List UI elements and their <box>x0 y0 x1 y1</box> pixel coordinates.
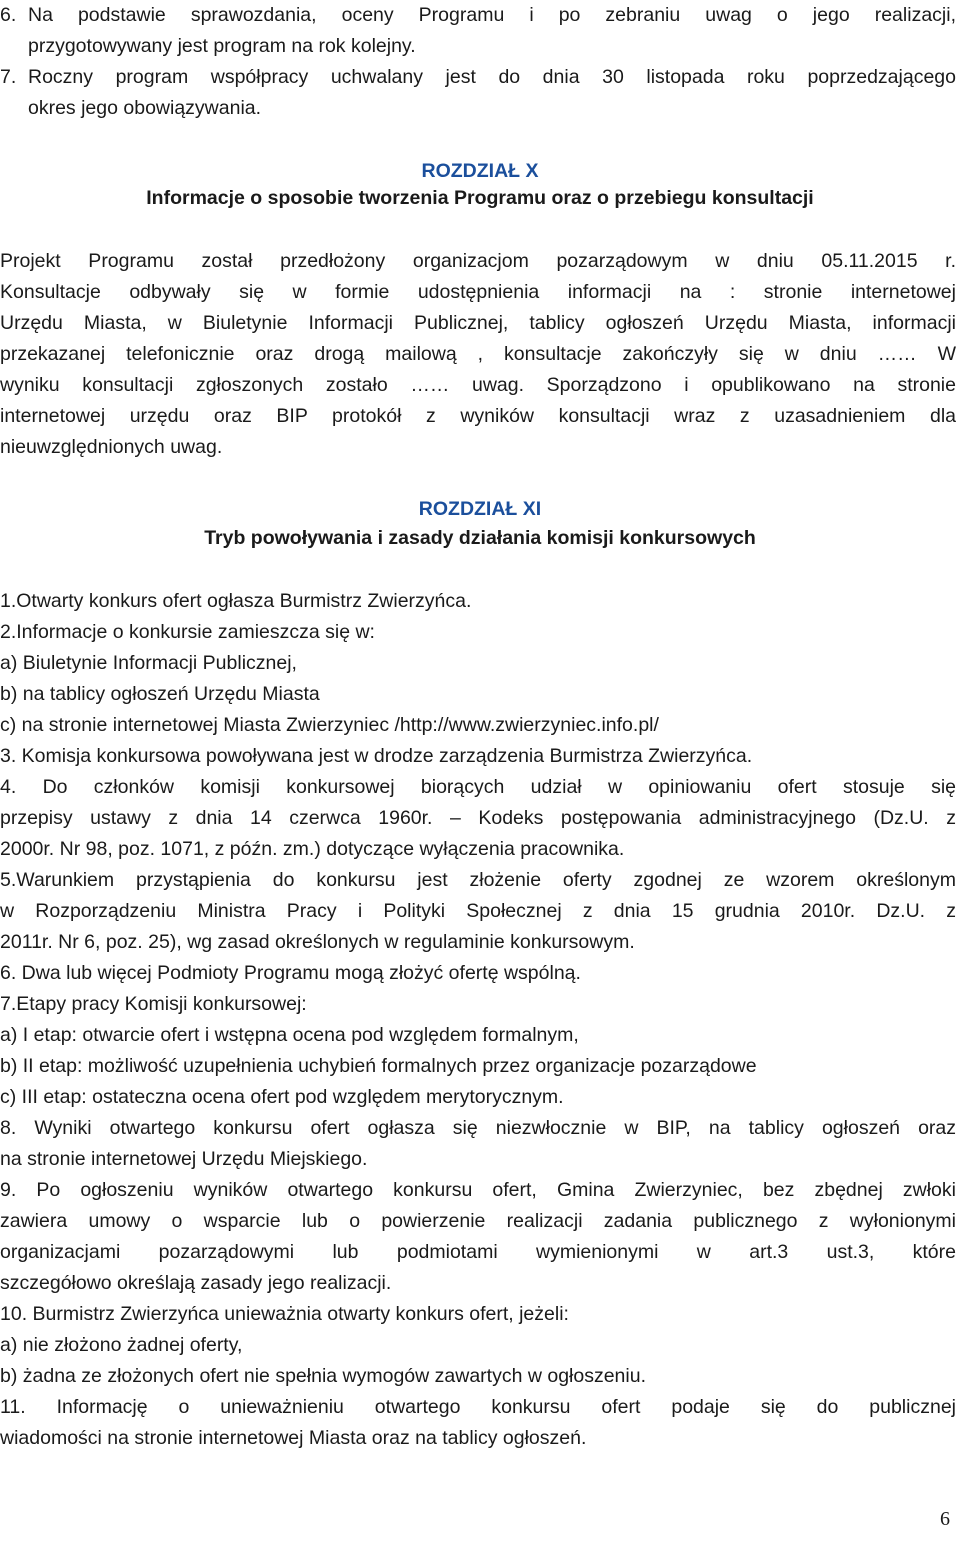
chapter-xi-line: 1.Otwarty konkurs ofert ogłasza Burmistrz Zwierzyńca. <box>0 590 472 612</box>
chapter-xi-line: 11. Informację o unieważnieniu otwartego konkursu ofert podaje się do publicznej <box>0 1396 956 1418</box>
chapter-xi-line: 8. Wyniki otwartego konkursu ofert ogłasza się niezwłocznie w BIP, na tablicy ogłoszeń oraz <box>0 1117 956 1139</box>
chapter-xi-line: b) II etap: możliwość uzupełnienia uchybień formalnych przez organizacje pozarządowe <box>0 1055 757 1077</box>
chapter-xi-heading: ROZDZIAŁ XI <box>418 498 542 520</box>
page-number: 6 <box>940 1508 950 1530</box>
list-item-6-cont: przygotowywany jest program na rok kolejny. <box>28 35 416 57</box>
chapter-xi-line: w Rozporządzeniu Ministra Pracy i Polityki Społecznej z dnia 15 grudnia 2010r. Dz.U. z <box>0 900 956 922</box>
chapter-xi-line: b) na tablicy ogłoszeń Urzędu Miasta <box>0 683 320 705</box>
chapter-xi-line: 7.Etapy pracy Komisji konkursowej: <box>0 993 307 1015</box>
chapter-xi-line: 4. Do członków komisji konkursowej biorących udział w opiniowaniu ofert stosuje się <box>0 776 956 798</box>
chapter-xi-subtitle: Tryb powoływania i zasady działania komisji konkursowych <box>204 527 756 549</box>
chapter-xi-line: wiadomości na stronie internetowej Miasta oraz na tablicy ogłoszeń. <box>0 1427 587 1449</box>
chapter-x-para-line: Urzędu Miasta, w Biuletynie Informacji Publicznej, tablicy ogłoszeń Urzędu Miasta, informacji <box>0 312 956 334</box>
list-text: Roczny program współpracy uchwalany jest do dnia 30 listopada roku poprzedzającego <box>28 66 956 88</box>
chapter-xi-line: 2000r. Nr 98, poz. 1071, z późn. zm.) dotyczące wyłączenia pracownika. <box>0 838 625 860</box>
chapter-x-subtitle: Informacje o sposobie tworzenia Programu oraz o przebiegu konsultacji <box>146 187 814 209</box>
chapter-xi-line: a) nie złożono żadnej oferty, <box>0 1334 243 1356</box>
chapter-xi-line: a) Biuletynie Informacji Publicznej, <box>0 652 297 674</box>
chapter-xi-line: szczegółowo określają zasady jego realizacji. <box>0 1272 392 1294</box>
chapter-x-para-line: nieuwzględnionych uwag. <box>0 436 223 458</box>
chapter-xi-line: c) III etap: ostateczna ocena ofert pod względem merytorycznym. <box>0 1086 564 1108</box>
chapter-xi-line: a) I etap: otwarcie ofert i wstępna ocena pod względem formalnym, <box>0 1024 579 1046</box>
chapter-xi-line: 5.Warunkiem przystąpienia do konkursu jest złożenie oferty zgodnej ze wzorem określonym <box>0 869 956 891</box>
chapter-xi-line: 2.Informacje o konkursie zamieszcza się w: <box>0 621 375 643</box>
chapter-xi-line: 6. Dwa lub więcej Podmioty Programu mogą złożyć ofertę wspólną. <box>0 962 581 984</box>
list-text: Na podstawie sprawozdania, oceny Programu i po zebraniu uwag o jego realizacji, <box>28 4 956 26</box>
chapter-x-para-line: przekazanej telefonicznie oraz drogą mailową , konsultacje zakończyły się w dniu …… W <box>0 343 956 365</box>
list-number: 6. <box>0 4 17 26</box>
chapter-xi-line: b) żadna ze złożonych ofert nie spełnia wymogów zawartych w ogłoszeniu. <box>0 1365 646 1387</box>
chapter-xi-line: na stronie internetowej Urzędu Miejskiego. <box>0 1148 368 1170</box>
chapter-x-para-line: Projekt Programu został przedłożony organizacjom pozarządowym w dniu 05.11.2015 r. <box>0 250 956 272</box>
chapter-x-para-line: wyniku konsultacji zgłoszonych zostało …… uwag. Sporządzono i opublikowano na stronie <box>0 374 956 396</box>
chapter-xi-line: organizacjami pozarządowymi lub podmiotami wymienionymi w art.3 ust.3, które <box>0 1241 956 1263</box>
chapter-xi-line: 10. Burmistrz Zwierzyńca unieważnia otwarty konkurs ofert, jeżeli: <box>0 1303 569 1325</box>
chapter-xi-line: 9. Po ogłoszeniu wyników otwartego konkursu ofert, Gmina Zwierzyniec, bez zbędnej zwłoki <box>0 1179 956 1201</box>
chapter-xi-line: 3. Komisja konkursowa powoływana jest w drodze zarządzenia Burmistrza Zwierzyńca. <box>0 745 753 767</box>
chapter-x-para-line: Konsultacje odbywały się w formie udostępnienia informacji na : stronie internetowej <box>0 281 956 303</box>
chapter-xi-line: c) na stronie internetowej Miasta Zwierzyniec /http://www.zwierzyniec.info.pl/ <box>0 714 659 736</box>
chapter-xi-line: 2011r. Nr 6, poz. 25), wg zasad określonych w regulaminie konkursowym. <box>0 931 635 953</box>
chapter-x-para-line: internetowej urzędu oraz BIP protokół z wyników konsultacji wraz z uzasadnieniem dla <box>0 405 956 427</box>
list-item-7 <box>0 65 956 89</box>
list-item-7-cont: okres jego obowiązywania. <box>28 97 262 119</box>
chapter-xi-line: przepisy ustawy z dnia 14 czerwca 1960r. – Kodeks postępowania administracyjnego (Dz.U. z <box>0 807 956 829</box>
chapter-x-heading: ROZDZIAŁ X <box>421 160 539 182</box>
chapter-xi-line: zawiera umowy o wsparcie lub o powierzenie realizacji zadania publicznego z wyłonionymi <box>0 1210 956 1232</box>
list-item-6 <box>0 3 956 27</box>
list-number: 7. <box>0 66 17 88</box>
